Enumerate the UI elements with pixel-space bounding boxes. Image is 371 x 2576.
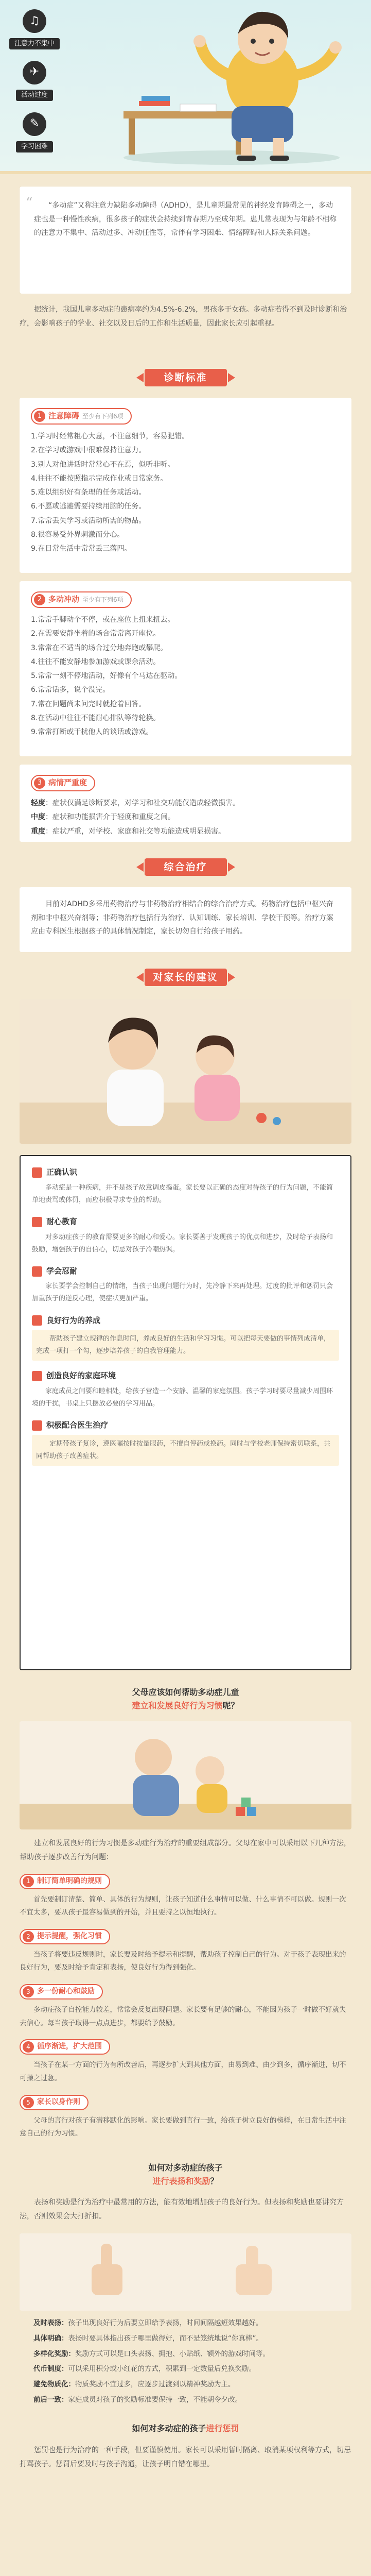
advice-text: 帮助孩子建立规律的作息时间，养成良好的生活和学习习惯。可以把每天要做的事情列成清单，完成一项打一个勾，逐步培养孩子的自我管理能力。 [32,1330,339,1361]
reward-label: 避免物质化： [33,2380,75,2389]
advice-item [32,1215,339,1256]
reward-label: 前后一致： [33,2395,68,2404]
hero-banner [0,0,371,174]
step-title: 家长以身作则 [37,2097,80,2106]
run-icon: ✈ [23,61,46,84]
reward-item [20,2378,351,2392]
reward-label: 代币制度： [33,2365,68,2374]
statistics-text: 据统计，我国儿童多动症的患病率约为4.5%-6.2%，男孩多于女孩。多动症若得不到及时诊断和治疗，会影响孩子的学业、社交以及日后的工作和生活质量，因此家长应引起重视。 [20,306,347,328]
bullet-icon [32,1266,42,1277]
thumbs-up-photo [20,2233,351,2311]
criteria-tag [31,775,95,791]
reward-item [20,2317,351,2330]
advice-text: 家长要学会控制自己的情绪，当孩子出现问题行为时，先冷静下来再处理。过度的批评和惩罚只会加重孩子的逆反心理，使症状更加严重。 [32,1282,333,1303]
severity-label: 重度 [31,827,45,836]
criteria-line: 7.常在问题尚未问完时就抢着回答。 [31,700,146,708]
step-title: 多一份耐心和鼓励 [37,1987,95,1996]
habit-step [20,1984,351,2030]
advice-title: 耐心教育 [46,1216,78,1226]
advice-title: 学会忍耐 [46,1266,78,1276]
criteria-line: 5.常常一刻不停地活动，好像有个马达在驱动。 [31,672,182,681]
punish-text: 惩罚也是行为治疗的一种手段，但要谨慎使用。家长可以采用暂时隔离、取消某项权利等方式，切忌打骂孩子。惩罚后要及时与孩子沟通，让孩子明白错在哪里。 [20,2446,351,2468]
symptom-item [6,61,63,102]
step-number: 5 [23,2097,34,2108]
advice-title: 积极配合医生治疗 [46,1420,109,1430]
reward-item [20,2394,351,2407]
severity-line: 中度：症状和功能损害介于轻度和重度之间。 [31,813,175,822]
habit-step [20,2039,351,2085]
criteria-line: 6.不愿或逃避需要持续用脑的任务。 [31,502,146,511]
section-title-text: 综合治疗 [164,861,207,873]
section-title-text: 对家长的建议 [153,972,218,983]
criteria-line: 6.常常话多，说个没完。 [31,686,110,694]
severity-text: 症状仅满足诊断要求，对学习和社交功能仅造成轻微损害。 [52,799,240,807]
advice-text: 定期带孩子复诊，遵医嘱按时按量服药，不擅自停药或换药。同时与学校老师保持密切联系，共同帮助孩子改善症状。 [32,1435,339,1466]
criteria-line: 9.常常打断或干扰他人的谈话或游戏。 [31,728,153,737]
symptom-list [6,9,63,163]
reward-text: 可以采用积分或小红花的方式，积累到一定数量后兑换奖励。 [68,2365,256,2374]
criteria-line: 2.在学习或游戏中很难保持注意力。 [31,446,146,455]
advice-text: 对多动症孩子的教育需要更多的耐心和爱心。家长要善于发现孩子的优点和进步，及时给予表扬和鼓励，增强孩子的自信心，切忌对孩子冷嘲热讽。 [32,1233,333,1253]
question-text [132,2422,239,2435]
reward-text: 家庭成员对孩子的奖励标准要保持一致，不能朝令夕改。 [68,2395,242,2404]
step-text: 多动症孩子自控能力较差，常常会反复出现问题。家长要有足够的耐心，不能因为孩子一时做不好就失去信心。每当孩子取得一点点进步，都要给予鼓励。 [20,2006,346,2027]
advice-text: 多动症是一种疾病，并不是孩子故意调皮捣蛋。家长要以正确的态度对待孩子的行为问题，不能简单地责骂或体罚，而应积极寻求专业的帮助。 [32,1183,333,1204]
intro-card [20,187,351,294]
tag-subtitle: 至少有下列6项 [82,596,123,603]
section-title-diagnosis [134,366,237,389]
severity-line: 轻度：症状仅满足诊断要求，对学习和社交功能仅造成轻微损害。 [31,799,240,807]
bullet-icon [32,1371,42,1381]
criteria-line: 1.常常手脚动个不停，或在座位上扭来扭去。 [31,616,175,624]
criteria-tag [31,408,132,425]
reward-item [20,2363,351,2376]
question-heading-habits [67,1686,304,1713]
reward-text: 孩子出现良好行为后要立即给予表扬，时间间隔越短效果越好。 [68,2319,263,2328]
habits-intro: 建立和发展良好的行为习惯是多动症行为治疗的重要组成部分。父母在家中可以采用以下几种方法，帮助孩子逐步改善行为问题： [20,1839,351,1861]
advice-item [32,1369,339,1410]
question-heading-punish [67,2422,304,2436]
advice-box [20,1155,351,1670]
advice-title: 正确认识 [46,1167,78,1177]
question-post: ？ [210,2176,219,2186]
advice-item [32,1165,339,1207]
step-text: 当孩子将要违反规则时，家长要及时给予提示和提醒，帮助孩子控制自己的行为。对于孩子表现出来的良好行为，要及时给予肯定和表扬，使良好行为得到强化。 [20,1950,346,1972]
bullet-icon [32,1315,42,1326]
criteria-line: 5.难以组织好有条理的任务或活动。 [31,488,146,497]
criteria-tag [31,591,132,608]
step-title: 提示提醒，强化习惯 [37,1931,102,1940]
tag-number: 2 [34,594,45,605]
section-title-treatment [134,855,237,879]
praise-intro: 表扬和奖励是行为治疗中最常用的方法，能有效地增加孩子的良好行为。但表扬和奖励也要讲究方法，否则效果会大打折扣。 [20,2198,344,2221]
step-number: 1 [23,1876,34,1887]
quote-mark: “ [26,195,33,211]
family-illustration [20,999,351,1144]
diagnosis-card-hyperactivity [20,581,351,756]
family-photo [20,999,351,1144]
question-pre: 如何对多动症的孩子 [148,2162,223,2173]
criteria-line: 1.学习时经常粗心大意，不注意细节，容易犯错。 [31,432,189,440]
symptom-item [6,9,63,50]
criteria-line: 2.在需要安静坐着的场合常常离开座位。 [31,630,161,638]
bell-icon: ♫ [23,9,46,33]
criteria-line: 8.很容易受外界刺激而分心。 [31,531,125,539]
tag-number: 1 [34,411,45,422]
criteria-line: 8.在活动中往往不能耐心排队等待轮换。 [31,714,161,723]
criteria-line: 4.往往不能按照指示完成作业或日常家务。 [31,474,168,483]
advice-item [32,1314,339,1361]
criteria-line: 7.常常丢失学习或活动所需的物品。 [31,516,146,525]
habit-step [20,1874,351,1920]
reward-text: 物质奖励不宜过多，应逐步过渡到以精神奖励为主。 [75,2380,235,2389]
question-text [132,1686,239,1712]
habit-step [20,1929,351,1975]
criteria-line: 9.在日常生活中常常丢三落四。 [31,545,132,553]
reward-text: 奖励方式可以是口头表扬、拥抱、小贴纸、额外的游戏时间等。 [75,2349,270,2358]
symptom-label: 注意力不集中 [9,38,60,49]
criteria-line: 3.别人对他讲话时常常心不在焉，似听非听。 [31,460,175,469]
question-post: 呢？ [222,1700,239,1710]
advice-title: 创造良好的家庭环境 [46,1371,116,1381]
tag-number: 3 [34,777,45,789]
severity-text: 症状和功能损害介于轻度和重度之间。 [52,813,175,822]
bullet-icon [32,1420,42,1431]
step-number: 3 [23,1986,34,1997]
step-title: 制订简单明确的规则 [37,1876,102,1885]
advice-item [32,1418,339,1466]
question-em: 进行表扬和奖励 [152,2176,210,2186]
question-pre: 父母应该如何帮助多动症儿童 [132,1687,239,1697]
step-number: 4 [23,2041,34,2053]
symptom-item [6,112,63,154]
tag-subtitle: 至少有下列6项 [82,412,123,420]
step-text: 当孩子在某一方面的行为有所改善后，再逐步扩大到其他方面，由易到难、由少到多，循序渐进，切不可操之过急。 [20,2061,346,2083]
thumbs-up-illustration [20,2233,351,2311]
book-icon: ✎ [23,112,46,136]
symptom-label: 学习困难 [16,141,53,152]
bullet-icon [32,1167,42,1178]
advice-item [32,1264,339,1306]
step-title: 循序渐进，扩大范围 [37,2042,102,2051]
severity-text: 症状严重，对学校、家庭和社交等功能造成明显损害。 [52,827,225,836]
question-heading-praise [67,2161,304,2189]
parent-child-illustration [20,1721,351,1829]
tag-title: 病情严重度 [48,778,87,788]
symptom-label: 活动过度 [16,90,53,101]
severity-line: 重度：症状严重，对学校、家庭和社交等功能造成明显损害。 [31,827,225,836]
step-number: 2 [23,1931,34,1942]
tag-title: 注意障碍 [48,411,80,421]
reward-item [20,2332,351,2346]
question-em: 建立和发展良好行为习惯 [132,1700,223,1710]
reward-list [20,2317,351,2406]
section-title-text: 诊断标准 [164,372,207,383]
treatment-card [20,887,351,952]
diagnosis-card-attention [20,398,351,573]
question-text [148,2161,222,2188]
bullet-icon [32,1217,42,1227]
criteria-line: 3.常常在不适当的场合过分地奔跑或攀爬。 [31,643,168,652]
intro-text: “多动症”又称注意力缺陷多动障碍（ADHD），是儿童期最常见的神经发育障碍之一，多动症也是一种慢性疾病，很多孩子的症状会持续到青春期乃至成年期。患儿常表现为与年龄不相称的注意力不集中、活动过多、冲动任性等，常伴有学习困难、情绪障碍和人际关系问题。 [34,201,337,238]
reward-label: 多样化奖励： [33,2349,75,2358]
severity-label: 轻度 [31,799,45,807]
step-text: 父母的言行对孩子有潜移默化的影响。家长要做到言行一致，给孩子树立良好的榜样，在日常生活中注意自己的行为习惯。 [20,2116,346,2138]
criteria-line: 4.往往不能安静地参加游戏或课余活动。 [31,657,161,666]
section-title-advice [134,965,237,989]
tag-title: 多动冲动 [48,595,80,604]
reward-text: 表扬时要具体指出孩子哪里做得好，而不是笼统地说“你真棒”。 [68,2334,263,2343]
reward-label: 及时表扬： [33,2319,68,2328]
question-pre: 如何对多动症的孩子 [132,2424,206,2434]
advice-title: 良好行为的养成 [46,1315,101,1325]
question-em: 进行惩罚 [206,2424,239,2434]
advice-text: 家庭成员之间要和睦相处，给孩子营造一个安静、温馨的家庭氛围。孩子学习时要尽量减少周围环境的干扰，书桌上只摆放必要的学习用品。 [32,1387,333,1408]
step-text: 首先要制订清楚、简单、具体的行为规则，让孩子知道什么事情可以做、什么事情不可以做。规则一次不宜太多，要从孩子最容易做到的开始，并且要持之以恒地执行。 [20,1895,346,1917]
severity-label: 中度 [31,813,45,822]
parent-child-photo [20,1721,351,1829]
treatment-text: 目前对ADHD多采用药物治疗与非药物治疗相结合的综合治疗方式。药物治疗包括中枢兴奋剂和非中枢兴奋剂等；非药物治疗包括行为治疗、认知训练、家长培训、学校干预等。治疗方案应由专科医生根据孩子的具体情况制定，家长切勿自行给孩子用药。 [31,900,333,936]
reward-item [20,2348,351,2361]
habit-step [20,2095,351,2141]
hero-illustration [77,3,365,168]
severity-card [20,765,351,842]
reward-label: 具体明确： [33,2334,68,2343]
